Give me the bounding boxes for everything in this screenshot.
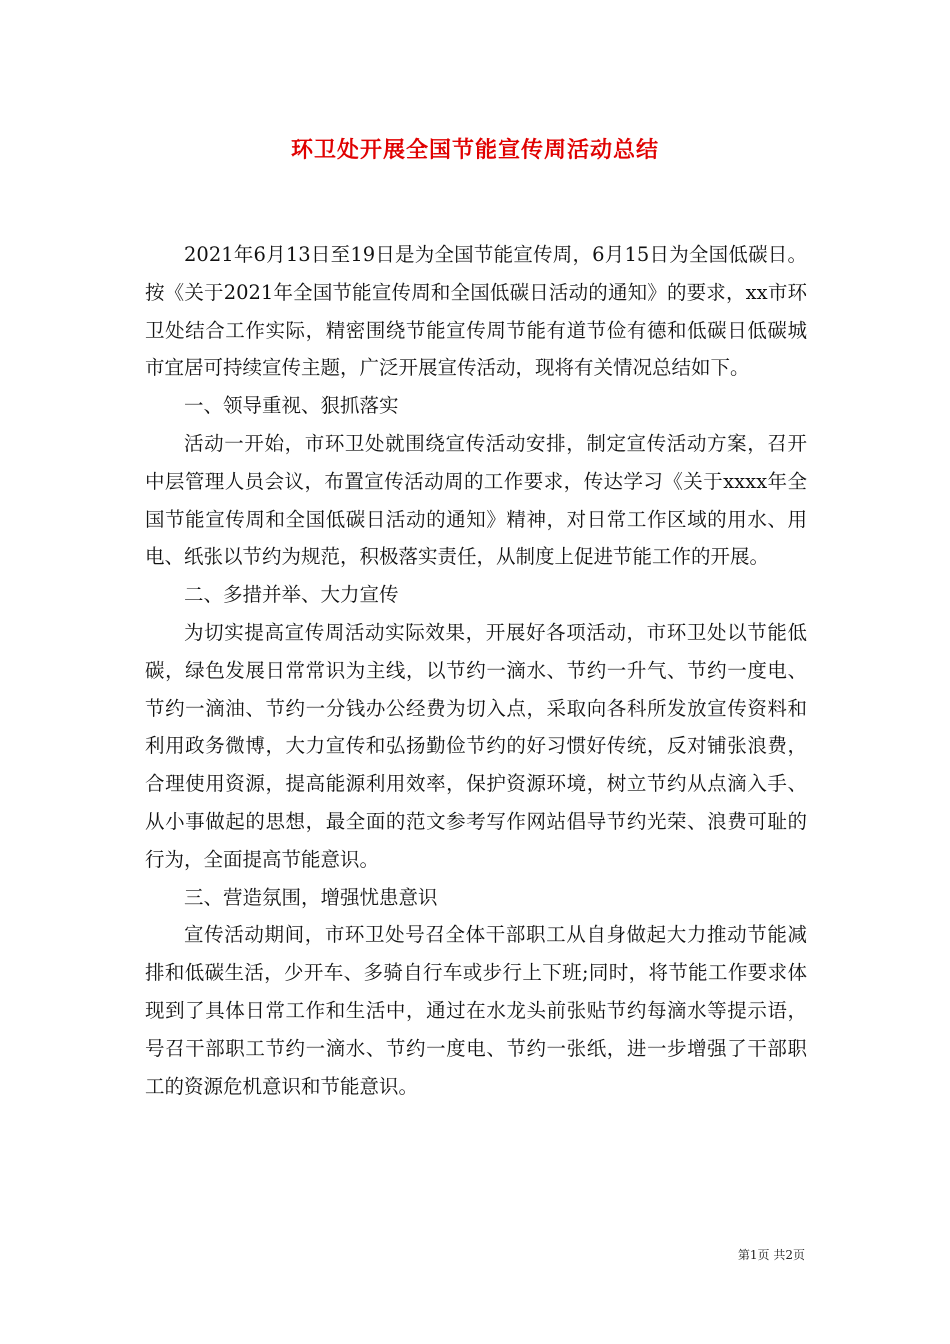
section-heading-3: 三、营造氛围，增强忧患意识 [184,885,438,909]
section-1-paragraph: 活动一开始，市环卫处就围绕宣传活动安排，制定宣传活动方案，召开中层管理人员会议，布置宣传活动周的工作要求，传达学习《关于xxxx年全国节能宣传周和全国低碳日活动的通知》精神，对日常工作区域的用水、用电、纸张以节约为规范，积极落实责任，从制度上促进节能工作的开展。 [145,431,807,569]
section-heading-2: 二、多措并举、大力宣传 [184,583,399,607]
section-heading-1: 一、领导重视、狠抓落实 [184,394,399,418]
intro-paragraph: 2021年6月13日至19日是为全国节能宣传周，6月15日为全国低碳日。按《关于2021年全国节能宣传周和全国低碳日活动的通知》的要求，xx市环卫处结合工作实际，精密围绕节能宣传周节能有道节俭有德和低碳日低碳城市宜居可持续宣传主题，广泛开展宣传活动，现将有关情况总结如下。 [145,243,807,380]
section-3-paragraph: 宣传活动期间，市环卫处号召全体干部职工从自身做起大力推动节能减排和低碳生活，少开车、多骑自行车或步行上下班;同时，将节能工作要求体现到了具体日常工作和生活中，通过在水龙头前张贴节约每滴水等提示语，号召干部职工节约一滴水、节约一度电、节约一张纸，进一步增强了干部职工的资源危机意识和节能意识。 [145,923,807,1098]
document-body [145,236,807,1105]
page-number: 第1页 共2页 [737,1248,805,1262]
section-2-paragraph: 为切实提高宣传周活动实际效果，开展好各项活动，市环卫处以节能低碳，绿色发展日常常识为主线，以节约一滴水、节约一升气、节约一度电、节约一滴油、节约一分钱办公经费为切入点，采取向各科所发放宣传资料和利用政务微博，大力宣传和弘扬勤俭节约的好习惯好传统，反对铺张浪费，合理使用资源，提高能源利用效率，保护资源环境，树立节约从点滴入手、从小事做起的思想，最全面的范文参考写作网站倡导节约光荣、浪费可耻的行为，全面提高节能意识。 [145,620,807,871]
document-title: 环卫处开展全国节能宣传周活动总结 [290,137,659,163]
